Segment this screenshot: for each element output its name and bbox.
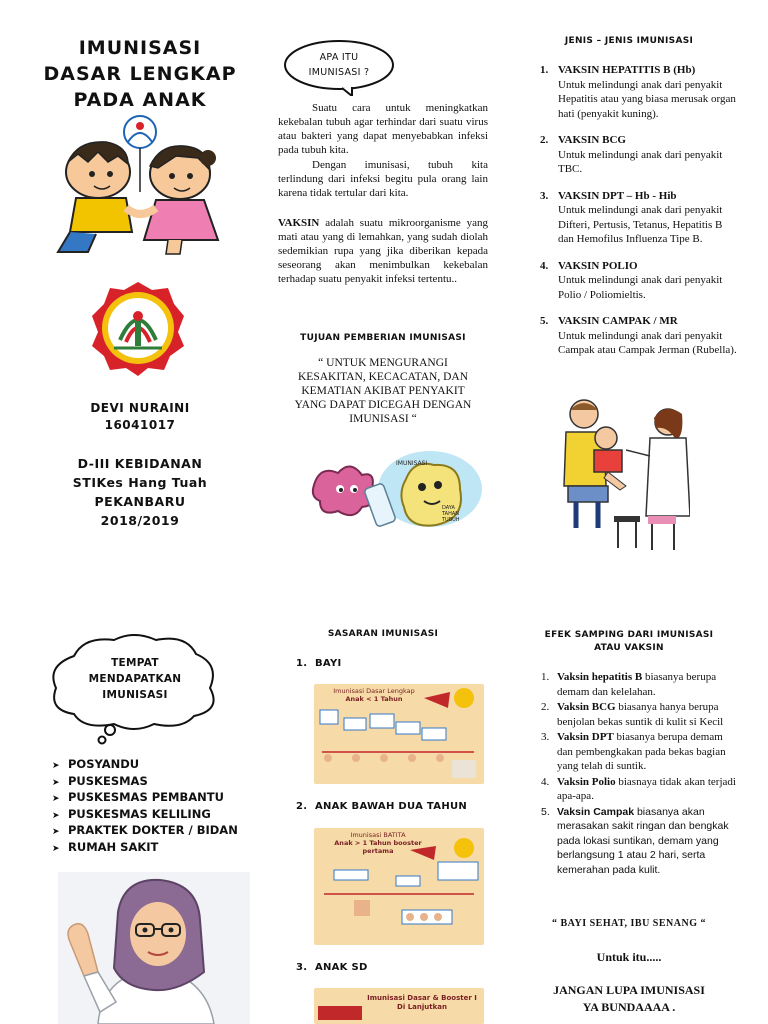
question-line-1: APA ITU: [319, 52, 359, 63]
vaccine-list: [540, 63, 740, 370]
vaccine-item: 2. VAKSIN BCG Untuk melindungi anak dari penyakit TBC.: [540, 134, 723, 175]
hijab-doctor-illustration: [58, 872, 250, 1024]
vaccination-scene-illustration: [556, 396, 690, 554]
arrow-bullet-icon: ➤: [52, 761, 60, 771]
sasaran-item-1: 1. BAYI: [296, 658, 342, 669]
cartoon-label-tahan: TAHAN: [442, 511, 460, 517]
places-list-item: ➤ PRAKTEK DOKTER / BIDAN: [52, 823, 252, 840]
tujuan-line-2: KESAKITAN, KECACATAN, DAN: [297, 371, 468, 383]
author-id: 16041017: [104, 418, 176, 432]
sasaran-item-2: 2. ANAK BAWAH DUA TAHUN: [296, 801, 468, 812]
tujuan-line-5: IMUNISASI “: [349, 413, 417, 425]
places-list: [52, 757, 252, 856]
question-bubble-text: [294, 50, 384, 80]
closing-message: [516, 982, 742, 1016]
vaccine-item: 4. VAKSIN POLIO Untuk melindungi anak dari penyakit Polio / Poliomieltis.: [540, 259, 723, 301]
side-effect-item: 1. Vaksin hepatitis B biasanya berupa demam dan kelelahan.: [541, 671, 717, 698]
arrow-bullet-icon: ➤: [52, 843, 60, 854]
vaksin-description: adalah suatu mikroorganisme yang mati atau yang di lemahkan, yang sudah diolah sedemikian rupa yang jika diberikan kepada seseorang akan menimbulkan kekebalan terhadap suatu penyakit infeksi tertentu..: [278, 217, 489, 285]
chart3-red-tag: [318, 1006, 362, 1020]
efek-heading-line-1: EFEK SAMPING DARI IMUNISASI: [544, 630, 714, 640]
arrow-bullet-icon: ➤: [52, 827, 60, 837]
side-effect-item: 2. Vaksin BCG biasanya hanya berupa benjolan bekas suntik di kulit si Kecil: [541, 701, 724, 728]
tujuan-heading: TUJUAN PEMBERIAN IMUNISASI: [300, 333, 466, 343]
title-line-2: DASAR LENGKAP: [43, 63, 237, 85]
title-line-1: IMUNISASI: [78, 37, 202, 59]
vaccine-item: 5. VAKSIN CAMPAK / MR Untuk melindungi anak dari penyakit Campak atau Campak Jerman (Rubella).: [540, 315, 737, 356]
institution-block: [30, 454, 250, 530]
arrow-bullet-icon: ➤: [52, 810, 60, 821]
place-bubble-line-2: MENDAPATKAN: [88, 673, 182, 685]
schedule-chart-batita: [314, 828, 484, 945]
schedule-chart-sd: [314, 988, 484, 1024]
closing-intro: Untuk itu.....: [596, 950, 662, 964]
tujuan-quote: [270, 356, 496, 426]
author-block: [30, 400, 250, 434]
tujuan-line-4: YANG DAPAT DICEGAH DENGAN: [294, 399, 472, 411]
vaksin-definition: [278, 216, 488, 286]
cartoon-label-daya: DAYA: [442, 505, 455, 511]
definition-paragraph-1: Suatu cara untuk meningkatkan kekebalan tubuh agar terhindar dari suatu virus atau bakteri yang dapat menyebabkan infeksi pada tubuh kita.: [278, 102, 488, 156]
places-list-item: ➤ POSYANDU: [52, 757, 252, 774]
side-effect-item: 3. Vaksin DPT biasanya berupa demam dan pembengkakan pada bekas bagian yang telah di suntik.: [541, 731, 726, 772]
places-list-item: ➤ RUMAH SAKIT: [52, 840, 252, 857]
institution-line-4: 2018/2019: [100, 513, 180, 528]
slogan: “ BAYI SEHAT, IBU SENANG “: [552, 918, 706, 929]
place-bubble-text: [70, 655, 200, 703]
chart3-title: Imunisasi Dasar & Booster I Di Lanjutkan: [367, 994, 477, 1011]
question-line-2: IMUNISASI ?: [308, 67, 370, 78]
tujuan-line-3: KEMATIAN AKIBAT PENYAKIT: [301, 385, 465, 397]
germ-cartoon-illustration: [310, 445, 486, 541]
cartoon-label-tubuh: TUBUH: [442, 517, 460, 523]
jenis-heading: JENIS – JENIS IMUNISASI: [564, 36, 694, 46]
arrow-bullet-icon: ➤: [52, 794, 60, 804]
chart1-diagram: [314, 684, 484, 784]
cartoon-label-imunisasi: IMUNISASI: [396, 460, 428, 467]
title-line-3: PADA ANAK: [73, 89, 207, 111]
vaccine-item: 1. VAKSIN HEPATITIS B (Hb) Untuk melindungi anak dari penyakit Hepatitis atau yang biasa merusak organ hati (penyakit kuning).: [540, 64, 736, 120]
side-effect-item: 4. Vaksin Polio biasnaya tidak akan terjadi apa-apa.: [541, 775, 736, 802]
sasaran-item-3: 3. ANAK SD: [296, 962, 368, 973]
tujuan-line-1: “ UNTUK MENGURANGI: [318, 357, 448, 369]
places-list-item: ➤ PUSKESMAS KELILING: [52, 807, 252, 824]
institution-line-2: STIKes Hang Tuah: [72, 475, 208, 490]
sasaran-heading: SASARAN IMUNISASI: [327, 629, 439, 639]
chart2-title: Imunisasi BATITA Anak > 1 Tahun booster pertama: [334, 831, 422, 855]
arrow-bullet-icon: ➤: [52, 777, 60, 788]
institution-line-1: D-III KEBIDANAN: [77, 456, 203, 471]
side-effect-item: 5. Vaksin Campak biasanya akan merasakan sakit ringan dan bengkak pada lokasi suntikan, demam yang berlangsung 1 atau 2 hari, serta kemerahan pada kulit.: [541, 805, 729, 876]
efek-heading: [516, 629, 742, 655]
children-illustration: [48, 112, 230, 258]
schedule-chart-bayi: [314, 684, 484, 784]
places-list-item: ➤ PUSKESMAS PEMBANTU: [52, 790, 252, 807]
efek-heading-line-2: ATAU VAKSIN: [594, 643, 664, 653]
place-bubble-line-1: TEMPAT: [111, 657, 159, 669]
vaccine-item: 3. VAKSIN DPT – Hb - Hib Untuk melindungi anak dari penyakit Difteri, Pertusis, Tetanus, Hepatitis B dan Hemofilus Influenza Tipe B.: [540, 189, 723, 245]
side-effects-list: [541, 670, 737, 878]
closing-line-2: YA BUNDAAAA .: [582, 1000, 676, 1014]
definition-paragraph-2: Dengan imunisasi, tubuh kita terlindung dari infeksi begitu pula orang lain karena tidak tertular dari kita.: [278, 159, 488, 199]
brochure-title: [30, 35, 250, 113]
chart1-title: Imunisasi Dasar Lengkap Anak < 1 Tahun: [333, 687, 415, 703]
place-bubble-line-3: IMUNISASI: [102, 689, 168, 701]
chart2-diagram: [314, 828, 484, 945]
places-list-item: ➤ PUSKESMAS: [52, 774, 252, 791]
author-name: DEVI NURAINI: [90, 401, 190, 415]
closing-line-1: JANGAN LUPA IMUNISASI: [553, 983, 705, 997]
institution-line-3: PEKANBARU: [94, 494, 186, 509]
vaksin-term: VAKSIN: [278, 217, 320, 229]
institution-logo: [90, 280, 186, 376]
